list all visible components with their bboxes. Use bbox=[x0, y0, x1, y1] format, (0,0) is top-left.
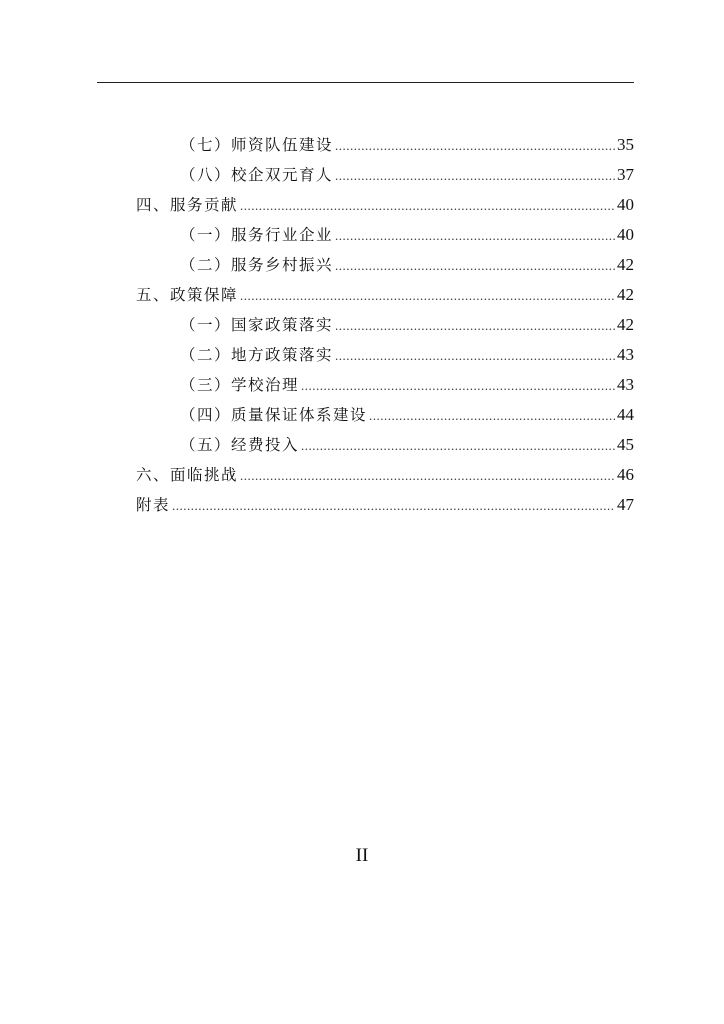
toc-entry-page: 43 bbox=[617, 345, 634, 364]
page-number: II bbox=[355, 845, 369, 866]
toc-leader-dots bbox=[301, 371, 615, 401]
toc-entry-title: 五、政策保障 bbox=[136, 286, 239, 304]
toc-entry[interactable] bbox=[180, 310, 634, 340]
toc-entry-page: 37 bbox=[617, 165, 634, 184]
toc-entry-title: （一）服务行业企业 bbox=[180, 226, 334, 244]
toc-entry[interactable] bbox=[136, 460, 634, 490]
toc-entry-page: 42 bbox=[617, 315, 634, 334]
toc-entry-page: 43 bbox=[617, 375, 634, 394]
toc-entry-title: （二）服务乡村振兴 bbox=[180, 256, 334, 274]
toc-entry[interactable] bbox=[180, 220, 634, 250]
toc-entry-page: 42 bbox=[617, 285, 634, 304]
toc-entry-title: （二）地方政策落实 bbox=[180, 346, 334, 364]
toc-leader-dots bbox=[335, 341, 615, 371]
toc-leader-dots bbox=[240, 281, 615, 311]
toc-leader-dots bbox=[335, 311, 615, 341]
toc-entry-title: （三）学校治理 bbox=[180, 376, 300, 394]
toc-entry-page: 42 bbox=[617, 255, 634, 274]
toc-leader-dots bbox=[335, 251, 615, 281]
toc-leader-dots bbox=[240, 191, 615, 221]
toc-entry-page: 40 bbox=[617, 225, 634, 244]
toc-entry-title: （八）校企双元育人 bbox=[180, 166, 334, 184]
toc-entry[interactable] bbox=[180, 400, 634, 430]
header-rule bbox=[97, 82, 634, 83]
toc-leader-dots bbox=[172, 491, 615, 521]
toc-entry[interactable] bbox=[136, 280, 634, 310]
toc-entry-title: 附表 bbox=[136, 496, 171, 514]
toc-entry-page: 45 bbox=[617, 435, 634, 454]
toc-entry[interactable] bbox=[180, 250, 634, 280]
toc-entry[interactable] bbox=[180, 130, 634, 160]
toc-entry-title: （七）师资队伍建设 bbox=[180, 136, 334, 154]
toc-leader-dots bbox=[335, 131, 615, 161]
toc-entry[interactable] bbox=[180, 340, 634, 370]
toc-entry-title: 六、面临挑战 bbox=[136, 466, 239, 484]
toc-leader-dots bbox=[369, 401, 615, 431]
toc-entry-page: 46 bbox=[617, 465, 634, 484]
toc-entry-title: （一）国家政策落实 bbox=[180, 316, 334, 334]
toc-entry-page: 40 bbox=[617, 195, 634, 214]
toc-entry-page: 44 bbox=[617, 405, 634, 424]
toc-entry[interactable] bbox=[136, 490, 634, 520]
toc-entry[interactable] bbox=[180, 370, 634, 400]
toc-leader-dots bbox=[240, 461, 615, 491]
toc-entry-title: （四）质量保证体系建设 bbox=[180, 406, 368, 424]
toc-entry-title: 四、服务贡献 bbox=[136, 196, 239, 214]
toc-entry-page: 35 bbox=[617, 135, 634, 154]
toc-leader-dots bbox=[335, 161, 615, 191]
toc-leader-dots bbox=[335, 221, 615, 251]
toc-leader-dots bbox=[301, 431, 615, 461]
toc-entry[interactable] bbox=[180, 430, 634, 460]
toc-entry[interactable] bbox=[180, 160, 634, 190]
toc-entry-page: 47 bbox=[617, 495, 634, 514]
toc-entry-title: （五）经费投入 bbox=[180, 436, 300, 454]
toc-entry[interactable] bbox=[136, 190, 634, 220]
